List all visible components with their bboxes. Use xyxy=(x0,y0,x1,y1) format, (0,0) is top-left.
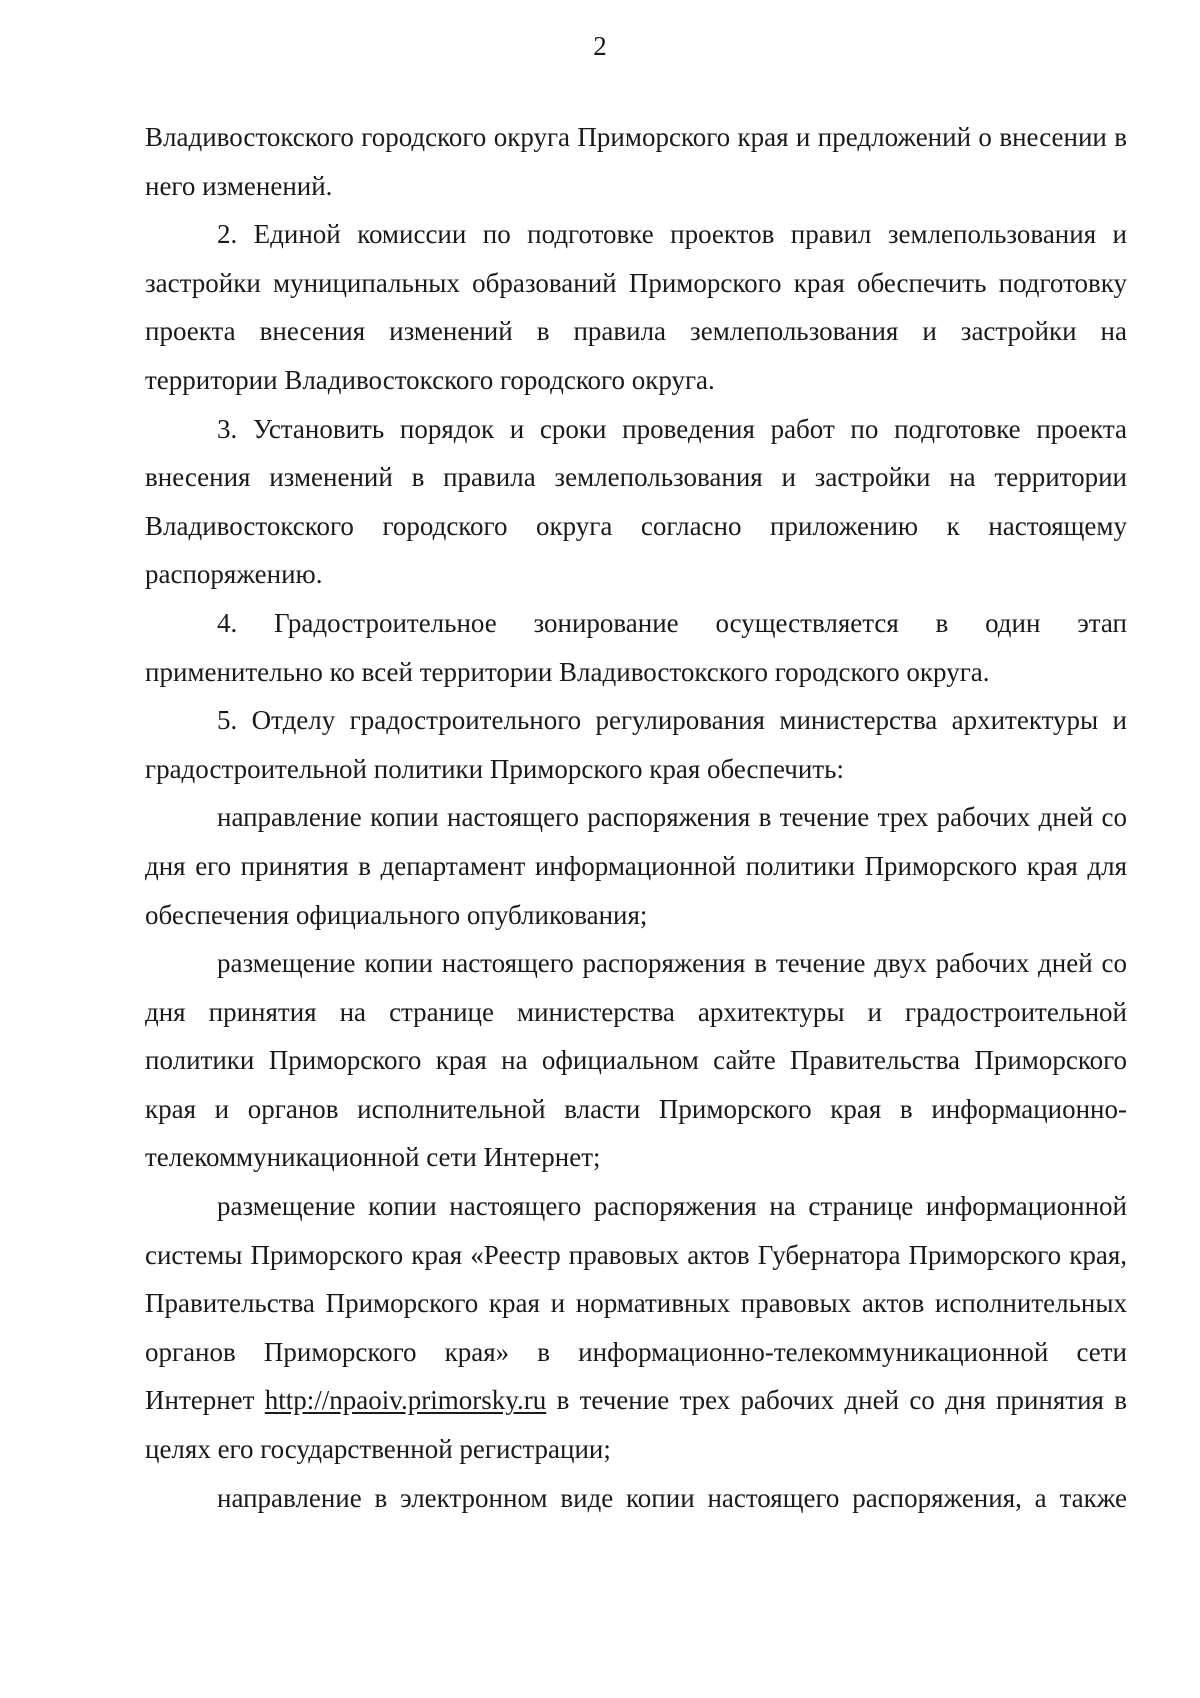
document-body xyxy=(145,113,1127,1522)
paragraph-item-4: 4. Градостроительное зонирование осуществляется в один этап применительно ко всей территории Владивостокского городского округа. xyxy=(145,607,1127,687)
registry-text-before: размещение копии настоящего распоряжения на странице информационной системы Приморского края «Реестр правовых актов Губернатора Приморского края, Правительства Приморского края и нормативных правовых актов исполнительных органов Приморского края» в информационно-телекоммуникационной сети Интернет xyxy=(145,1191,1127,1416)
paragraph-subitem-registry xyxy=(145,1182,1127,1474)
registry-link[interactable]: http://npaoiv.primorsky.ru xyxy=(264,1385,547,1416)
page-number: 2 xyxy=(593,31,607,61)
paragraph-subitem-electronic-copy: направление в электронном виде копии настоящего распоряжения, а также xyxy=(217,1482,1127,1513)
paragraph-continuation: Владивостокского городского округа Приморского края и предложений о внесении в него изменений. xyxy=(145,122,1127,201)
paragraph-item-2: 2. Единой комиссии по подготовке проектов правил землепользования и застройки муниципальных образований Приморского края обеспечить подготовку проекта внесения изменений в правила землепользования и застройки на территории Владивостокского городского округа. xyxy=(145,219,1127,395)
registry-text-after: в течение трех рабочих дней со дня принятия в целях его государственной регистрации; xyxy=(145,1385,1127,1465)
paragraph-item-3: 3. Установить порядок и сроки проведения работ по подготовке проекта внесения изменений в правила землепользования и застройки на территории Владивостокского городского округа согласно приложению к настоящему распоряжению. xyxy=(145,413,1127,590)
paragraph-item-5: 5. Отделу градостроительного регулирования министерства архитектуры и градостроительной политики Приморского края обеспечить: xyxy=(145,705,1127,784)
paragraph-subitem-ministry-page: размещение копии настоящего распоряжения в течение двух рабочих дней со дня принятия на странице министерства архитектуры и градостроительной политики Приморского края на официальном сайте Правительства Приморского края и органов исполнительной власти Приморского края в информационно-телекоммуникационной сети Интернет; xyxy=(145,948,1127,1173)
paragraph-subitem-publication: направление копии настоящего распоряжения в течение трех рабочих дней со дня его принятия в департамент информационной политики Приморского края для обеспечения официального опубликования; xyxy=(145,802,1127,930)
